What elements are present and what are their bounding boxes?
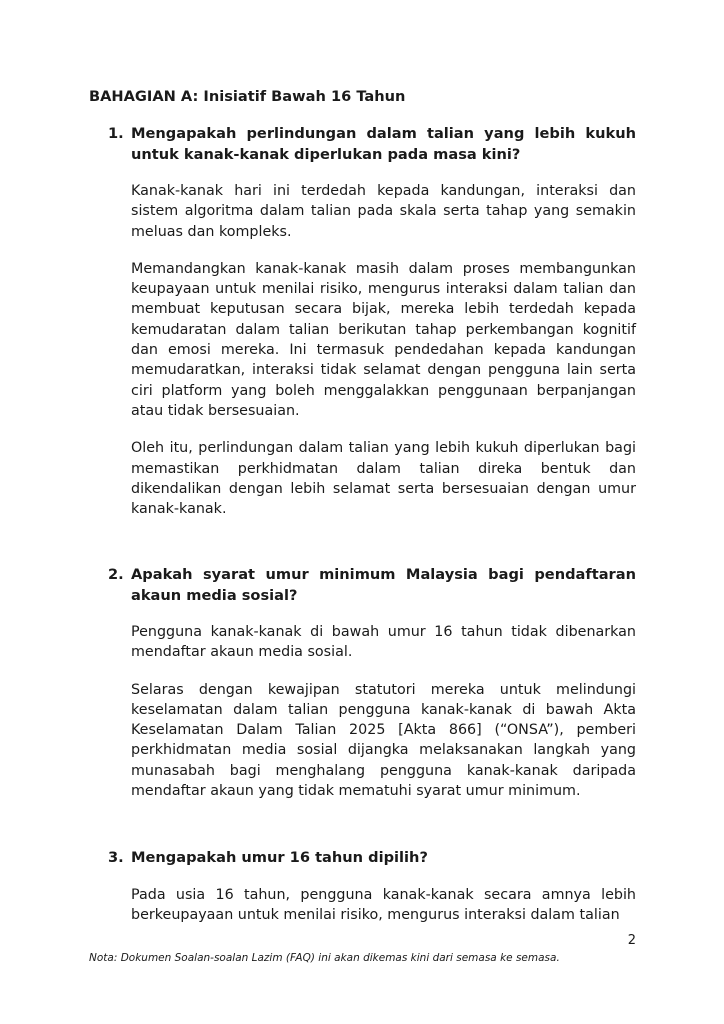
page-number: 2 — [627, 933, 636, 948]
faq-item — [108, 124, 636, 519]
answer-paragraph: Kanak-kanak hari ini terdedah kepada kandungan, interaksi dan sistem algoritma dalam talian pada skala serta tahap yang semakin meluas dan kompleks. — [131, 183, 636, 240]
footnote: Nota: Dokumen Soalan-soalan Lazim (FAQ) ini akan dikemas kini dari semasa ke semasa. — [89, 952, 560, 964]
answer-paragraph: Pengguna kanak-kanak di bawah umur 16 tahun tidak dibenarkan mendaftar akaun media sosial. — [131, 624, 636, 661]
answer-paragraph: Oleh itu, perlindungan dalam talian yang lebih kukuh diperlukan bagi memastikan perkhidmatan dalam talian direka bentuk dan dikendalikan dengan lebih selamat serta bersesuaian dengan umur kanak-kanak. — [131, 440, 636, 518]
question-text: Apakah syarat umur minimum Malaysia bagi pendaftaran akaun media sosial? — [131, 566, 636, 604]
answer-paragraph: Selaras dengan kewajipan statutori mereka untuk melindungi keselamatan dalam talian pengguna kanak-kanak di bawah Akta Keselamatan Dalam Talian 2025 [Akta 866] (“ONSA”), pemberi perkhidmatan media sosial dijangka melaksanakan langkah yang munasabah bagi menghalang pengguna kanak-kanak daripada mendaftar akaun yang tidak mematuhi syarat umur minimum. — [131, 681, 636, 800]
question-heading — [108, 124, 636, 165]
question-number: 1. — [108, 125, 124, 142]
question-number: 3. — [108, 849, 124, 866]
answer-paragraph: Memandangkan kanak-kanak masih dalam proses membangunkan keupayaan untuk menilai risiko, mengurus interaksi dalam talian dan membuat keputusan secara bijak, mereka lebih terdedah kepada kemudaratan dalam talian berikutan tahap perkembangan kognitif dan emosi mereka. Ini termasuk pendedahan kepada kandungan memudaratkan, interaksi tidak selamat dengan pengguna lain serta ciri platform yang boleh menggalakkan penggunaan berpanjangan atau tidak bersesuaian. — [131, 260, 636, 419]
question-text: Mengapakah perlindungan dalam talian yang lebih kukuh untuk kanak-kanak diperlukan pada masa kini? — [131, 125, 636, 163]
question-heading — [108, 565, 636, 606]
faq-item — [108, 565, 636, 801]
faq-item — [108, 848, 636, 925]
answer-paragraph: Pada usia 16 tahun, pengguna kanak-kanak secara amnya lebih berkeupayaan untuk menilai risiko, mengurus interaksi dalam talian — [131, 886, 636, 923]
section-title: BAHAGIAN A: Inisiatif Bawah 16 Tahun — [89, 88, 406, 105]
question-number: 2. — [108, 566, 124, 583]
question-heading — [108, 848, 636, 869]
question-text: Mengapakah umur 16 tahun dipilih? — [131, 849, 428, 866]
